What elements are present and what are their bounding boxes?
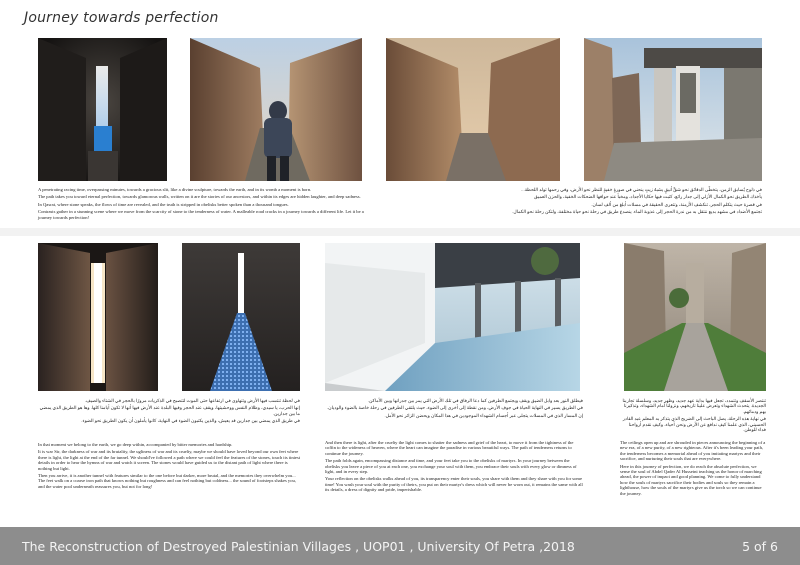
- paragraph: In Qasrat, where stone speaks, the flows of time are revealed, and the truth is stripped in obelisks better spoken than a thousand tongues.: [38, 201, 289, 207]
- right-arabic-text: [620, 398, 766, 434]
- paragraph: Your reflection on the obelisks walks ahead of you, its transparency enter their souls, you share with them and they share with you for some time! You wash your soul with the purity of theirs, you put on their martyr's dress which will never be worn out, it remains the same with all its details, a dress of dignity and pride, imperishable.: [325, 476, 583, 493]
- top-english-text: [38, 187, 366, 222]
- paragraph: إنها الحرب، يا سيدي، وظلام النفس ووحشيتها، ويقف عند الحجر وفيها البلدة عند الأرض فيها أنها لا تكون أيامنا كلها. وها هو الطريق الذي يمضي ما بين جدارين.: [39, 405, 300, 416]
- paragraph: Contrasts gather in a stunning scene where we move from the scarcity of stone to the tenderness of water. A malleable road cracks in a journey towards a different life. Let it be a journey towards perfection!: [38, 209, 364, 220]
- page-title: Journey towards perfection: [24, 10, 219, 26]
- paragraph: The ceilings open up and are shrouded in pieces announcing the beginning of a new era, of a new purity, of a new righteous. After it's been leading your path, the tenderness becomes a memorial ahead of you imitating martyrs and their sacrifice, and nurturing their souls that are everywhere.: [620, 440, 766, 462]
- paragraph: تنتصر الأسقف وتتمدد، تجعل فيها بداية عهد جديد، وظهر جديد، وسلسلة تجاربنا الجديدة. يتحدث الشهداء وتعرض علينا تاريخهم، ونزولنا أمام الشهداء، وتذكيرنا بهم ودمائهم.: [622, 398, 766, 414]
- paragraph: يأخذك الطريق نحو الكمال الأزلي إلى جدار رائع، كتبت فيها حكايا الأجداد، ومخبأ عند حوافها الضحكات الخفية، والحزن العميق: [534, 194, 762, 200]
- top-arabic-text: [432, 187, 762, 217]
- left-english-text: [38, 442, 300, 491]
- paragraph: In that moment we belong to the earth, we go deep within, accompanied by bitter memories and hardship.: [38, 442, 233, 447]
- paragraph: في الطريق يسير في النهاية الحياة في جوف الأرض، ومن نقطة إلى أخرى إلى الضوء، حيث يلتقي الطرفين في رحلة خاصة بالضوء والوديان.: [327, 405, 583, 411]
- paragraph: في طريق الذي يمضي بين جدارين قد يعيش، والذين يكتبون الضوء في النهاية، كانوا يأملون أن يكون الطريق نحو الضوء.: [81, 418, 300, 424]
- photo-light-slit-tunnel: [38, 243, 158, 391]
- left-arabic-text: [38, 398, 300, 426]
- photo-water-channel: [325, 243, 580, 391]
- photo-rock-canyon: [386, 38, 560, 181]
- section-divider: [0, 228, 800, 236]
- footer-title: The Reconstruction of Destroyed Palestinian Villages , UOP01 , University Of Petra ,2018: [22, 539, 575, 554]
- paragraph: And then there is light, after the cruelty the light comes to shatter the sadness and grief of the heart, to move it from the tightness of the coffin to the wideness of heaven, where the heart can imagine the paradise in various beautiful ways. The path of tenderness returns to continue the journey.: [325, 440, 574, 456]
- middle-english-text: [325, 440, 583, 495]
- middle-arabic-text: [325, 398, 583, 420]
- photo-blue-grate-tunnel: [182, 243, 300, 391]
- paragraph: A penetrating racing time, overpassing minutes, towards a gracious slit, like a divine sculpture, towards the earth, and in its womb a moment is born.: [38, 187, 312, 192]
- photo-obelisk-courtyard: [584, 38, 762, 181]
- paragraph: تجتمع الأضداد في مشهد بديع ننتقل به من ندرة الحجر إلى عذوبة الماء. ينصدع طريق في رحلة نحو حياة مختلفة، ولتكن رحلة نحو الكمال.: [512, 209, 762, 215]
- paragraph: في قصرة حيث يتكلم الحجر، تنكشف الأزمنة، وتتعرى الحقيقة في مسلات أبلغ من ألف لسان.: [591, 201, 762, 207]
- photo-green-path: [624, 243, 766, 391]
- paragraph: فيطلق النور بعد وابل الضيق ويقف ويجتمع الطرفين كما دعا الرفاق في تلك الأرض التي يمر بين جدرانها وبين الأماكن.: [368, 398, 583, 403]
- paragraph: في ذلوح يُسابق الزمن، يتخطّى الدقائق نحو شقٍّ أنيقٍ يشبهُ زيتٍ ينحني في صورةٍ خفيةٍ للنظر نحو الأرض، وفي رحمها تولد اللحظة...: [521, 187, 762, 192]
- photo-dark-slit: [38, 38, 167, 181]
- paragraph: It is war Sir, the darkness of war and its brutality, the ugliness of war and its cruelty, maybe we should have loved beyond our own feet where there is light, the light at the end of the far tunnel. We should've followed a path where we could feel the features of the stones, touch its tiniest details in order to hear the hymns of war and watch it screen. The stones would have guided us to the distant path of light where there is nothing but light.: [38, 449, 301, 471]
- page-number: 5 of 6: [742, 539, 778, 554]
- paragraph: في نهاية هذه الرحلة، يصل الباحث إلى الضريح الذي يتذكر به المعلم عبد القادر الحسيني، الذي علمنا كيف ندافع عن الأرض ونحن أحياء، وكيف نقدم أرواحنا فداء للوطن.: [622, 416, 766, 433]
- right-english-text: [620, 440, 766, 498]
- photo-walking-figure: [190, 38, 362, 181]
- paragraph: The path takes you toward eternal perfection, towards glamorous walls, written on it are the stories of our ancestors, and within its edges are hidden laughter, and deep sadness.: [38, 194, 361, 200]
- paragraph: في لحظة تنتسب فيها الأرض وتتهاوى في ارتفاعها حتى الموت لتتصبح في الذكريات مرورًا بالحجر في الشتاء والصيف.: [84, 398, 300, 403]
- paragraph: Here in this journey of perfection, we do reach the absolute perfection, we sense the soul of Abdel Qader Al Husseini teaching us the honor of marching ahead, the power of impact and good planning. We come to fully understand how the souls of martyrs sacrifice their bodies and souls so they remain a lighthouse, how the souls of the martyrs give us the torch so we can continue the journey.: [620, 463, 762, 496]
- paragraph: Then you arrive, it is another tunnel with features similar to the one before but darker, more brutal, and the memories they overwhelm you... The feet walk on a coarse iron path that knows nothing but roughness and can feel nothing but coldness... the sound of footsteps shakes you, and the water pool underneath reassures you, but not for long!: [38, 473, 296, 489]
- footer-bar: [0, 527, 800, 565]
- paragraph: The path folds again, encompassing distance and time, and your feet take you to the obelisks of martyrs. In your journey between the obelisks you leave a piece of you at each one, you exchange your soul with them, you embrace their souls with every glow or dimness of light, and in every step.: [325, 458, 577, 475]
- paragraph: إن المسار الذي في المسلات يتجلى عبر أجسام الشهداء الموجودين في هذا المكان ويحضن الزائر نحو الأمل.: [384, 412, 583, 418]
